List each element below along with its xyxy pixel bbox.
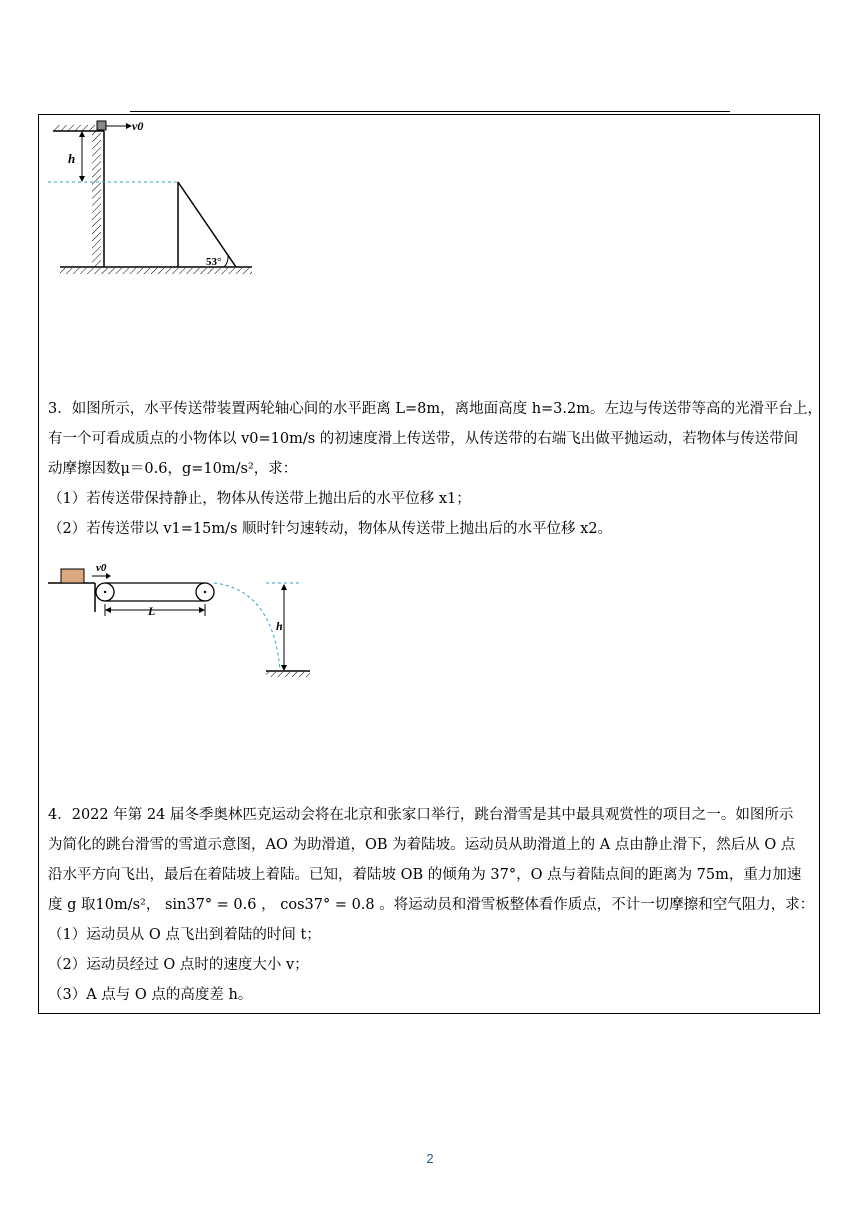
question-4 [48, 800, 818, 1010]
q4-line-1: 4．2022 年第 24 届冬季奥林匹克运动会将在北京和张家口举行，跳台滑雪是其中最具观赏性的项目之一。如图所示 [48, 807, 794, 823]
q4-part-3: （3）A 点与 O 点的高度差 h。 [48, 987, 253, 1003]
cliff-incline-diagram [48, 115, 268, 280]
angle-label: 53° [206, 256, 222, 268]
v0-label: v0 [132, 119, 144, 133]
question-3 [48, 394, 822, 544]
q3-part-1: （1）若传送带保持静止，物体从传送带上抛出后的水平位移 x1； [48, 491, 471, 507]
q4-part-1: （1）运动员从 O 点飞出到着陆的时间 t； [48, 927, 321, 943]
q4-line-2: 为简化的跳台滑雪的雪道示意图，AO 为助滑道，OB 为着陆坡。运动员从助滑道上的 A 点由静止滑下，然后从 O 点 [48, 837, 796, 853]
conveyor-v0-label: v0 [96, 562, 107, 574]
q3-line-2: 有一个可看成质点的小物体以 v0=10m/s 的初速度滑上传送带，从传送带的右端飞出做平抛运动，若物体与传送带间 [48, 431, 799, 447]
q3-part-2: （2）若传送带以 v1=15m/s 顺时针匀速转动，物体从传送带上抛出后的水平位移 x2。 [48, 521, 613, 537]
L-label: L [148, 604, 156, 618]
page-number: 2 [426, 1151, 434, 1166]
conveyor-h-label: h [276, 619, 283, 633]
q4-part-2: （2）运动员经过 O 点时的速度大小 v； [48, 957, 309, 973]
conveyor-diagram [48, 560, 328, 685]
h-label: h [68, 151, 76, 166]
q4-line-4: 度 g 取10m/s²， sin37° = 0.6 ， cos37° = 0.8 。将运动员和滑雪板整体看作质点，不计一切摩擦和空气阻力，求： [48, 897, 815, 913]
q3-line-1: 3．如图所示，水平传送带装置两轮轴心间的水平距离 L=8m，离地面高度 h=3.2m。左边与传送带等高的光滑平台上， [48, 401, 822, 417]
q3-line-3: 动摩擦因数μ＝0.6，g=10m/s²，求： [48, 461, 298, 477]
header-rule [130, 111, 730, 112]
q4-line-3: 沿水平方向飞出，最后在着陆坡上着陆。已知，着陆坡 OB 的倾角为 37°，O 点与着陆点间的距离为 75m，重力加速 [48, 867, 802, 883]
